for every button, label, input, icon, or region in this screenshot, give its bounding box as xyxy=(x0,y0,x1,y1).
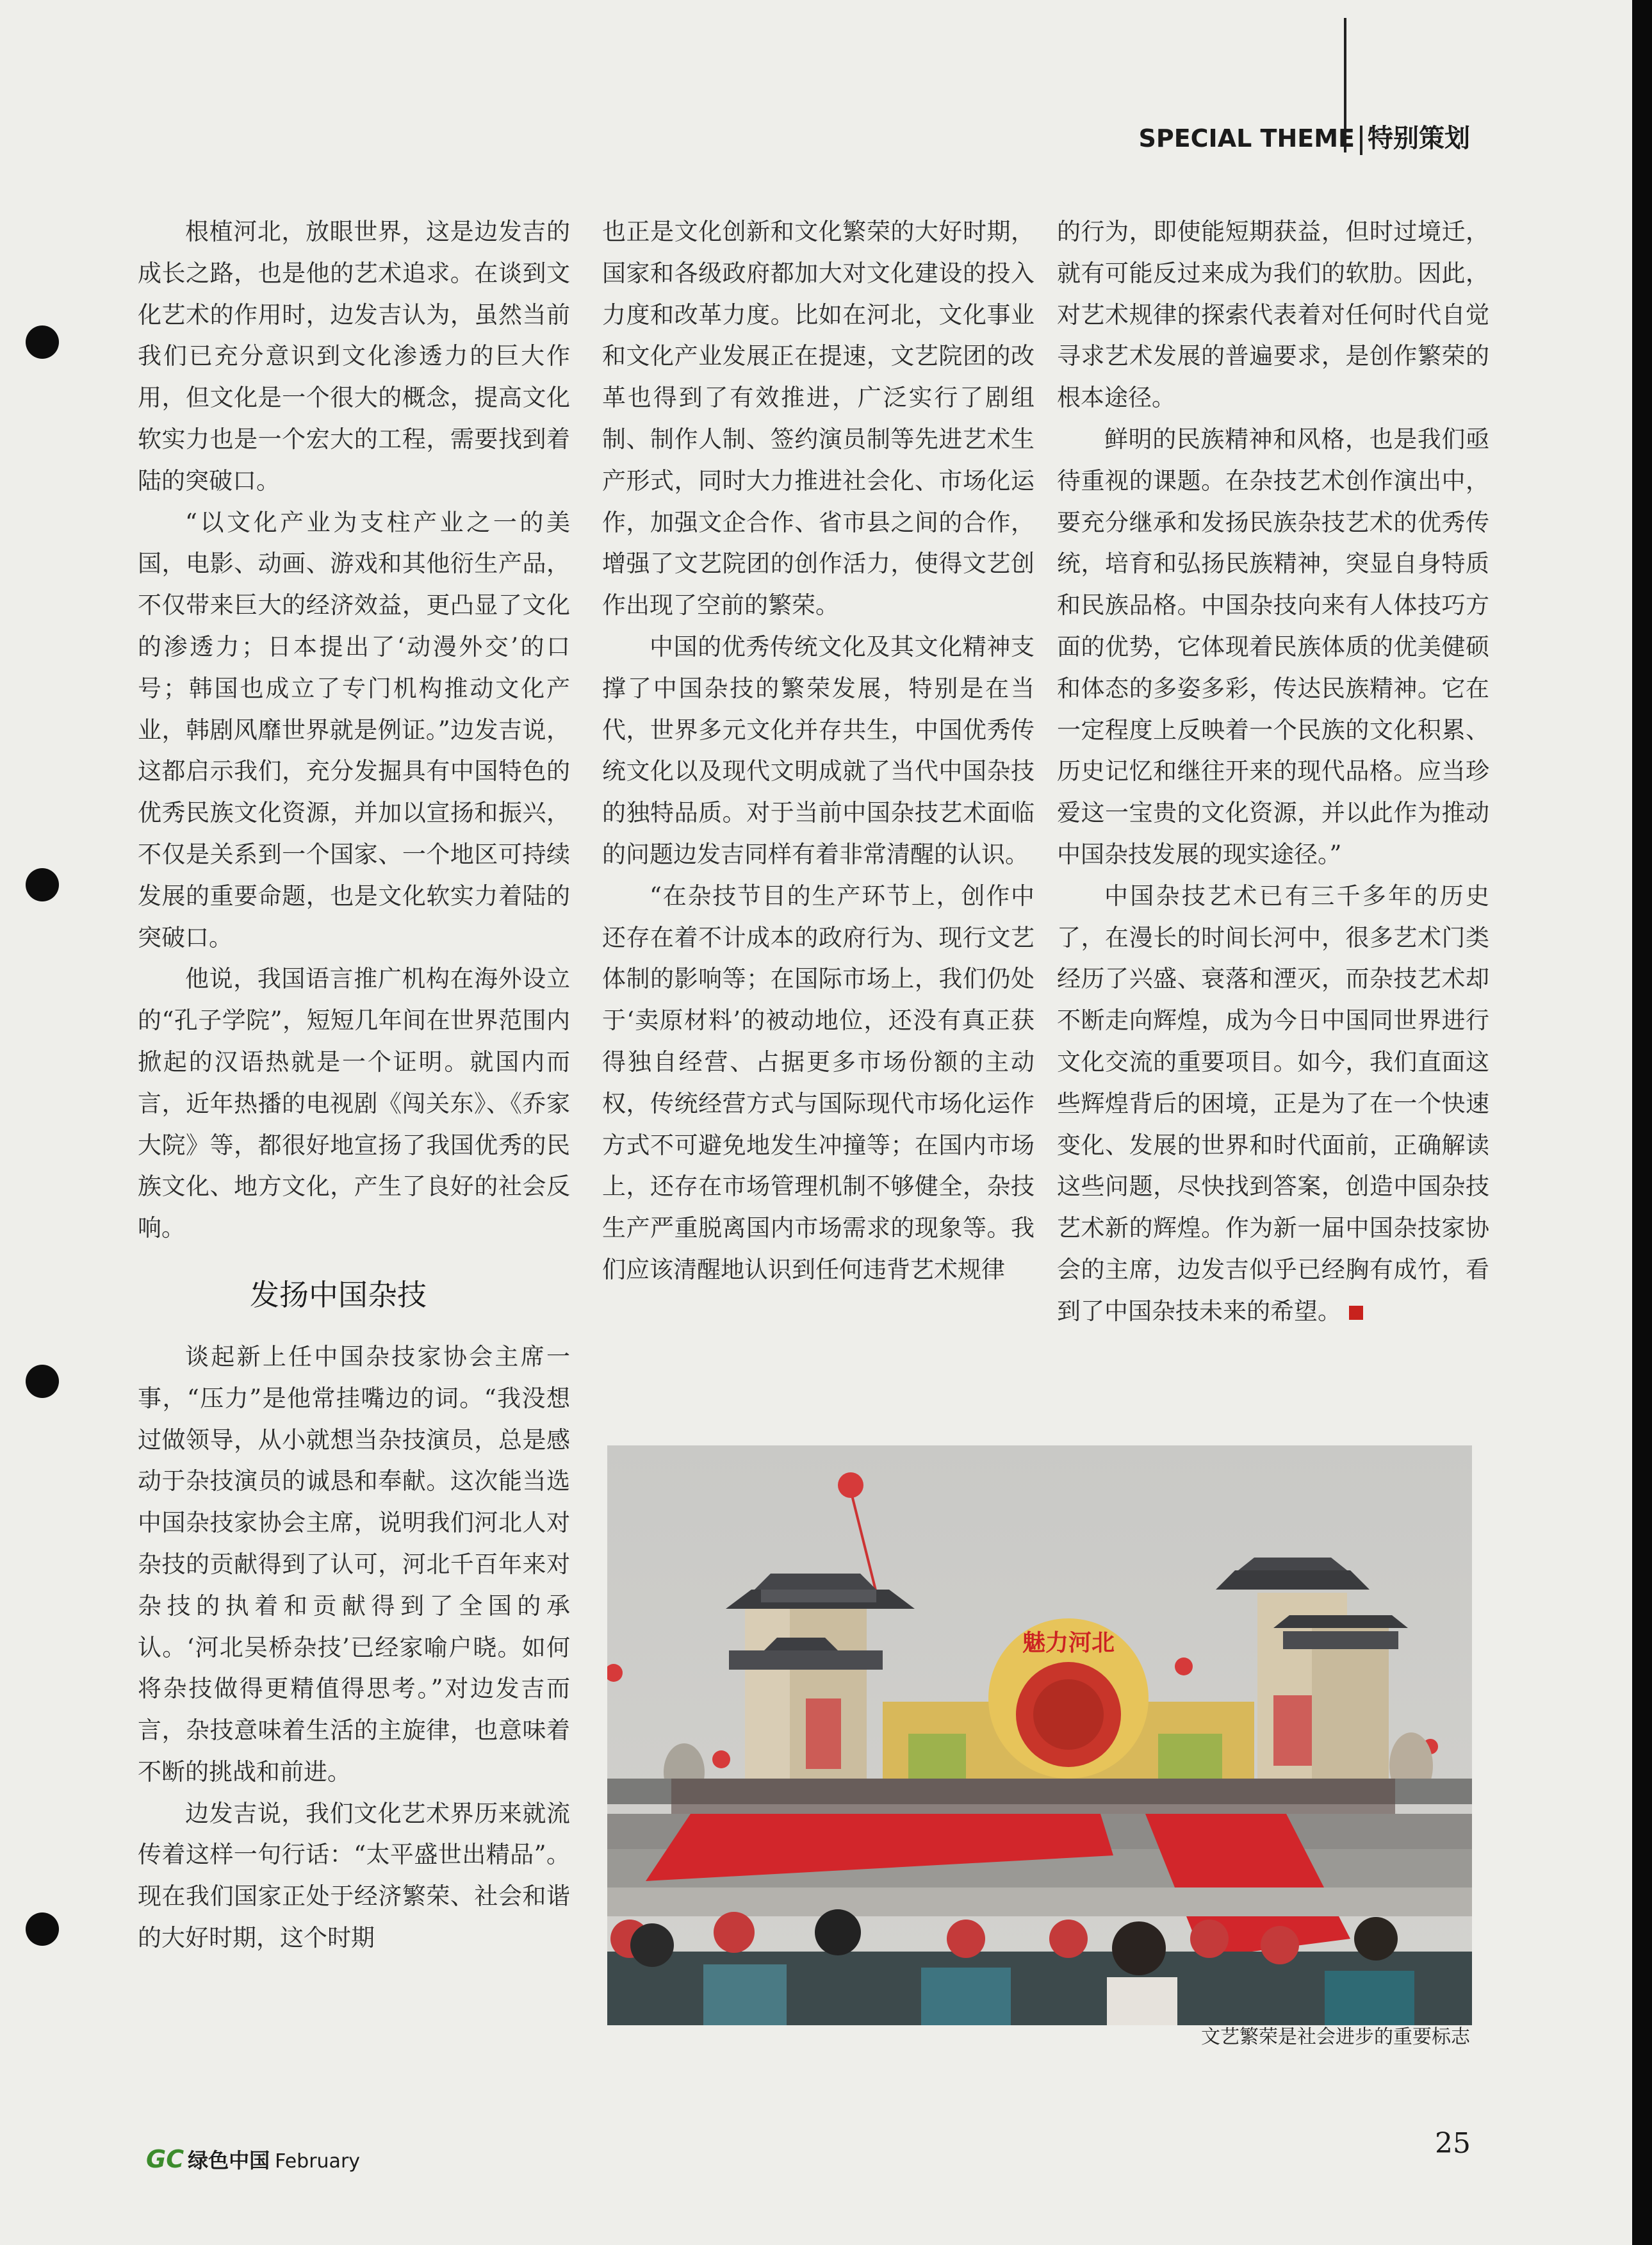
photo-caption: 文艺繁荣是社会进步的重要标志 xyxy=(1201,2026,1470,2048)
magazine-logo xyxy=(146,2143,360,2175)
header-separator xyxy=(1360,126,1362,155)
subheading: 发扬中国杂技 xyxy=(250,1277,427,1312)
issue-month: February xyxy=(275,2150,361,2173)
stage-photo-illustration xyxy=(607,1445,1472,2025)
paragraph: 边发吉说，我们文化艺术界历来就流传着这样一句行话：“太平盛世出精品”。现在我们国家正处于经济繁荣、社会和谐的大好时期，这个时期 xyxy=(138,1799,570,1952)
logo-mark: GC xyxy=(146,2145,184,2173)
paragraph: “以文化产业为支柱产业之一的美国，电影、动画、游戏和其他衍生产品，不仅带来巨大的经济效益，更凸显了文化的渗透力；日本提出了‘动漫外交’的口号；韩国也成立了专门机构推动文化产业，韩剧风靡世界就是例证。”边发吉说，这都启示我们，充分发掘具有中国特色的优秀民族文化资源，并加以宣扬和振兴，不仅是关系到一个国家、一个地区可持续发展的重要命题，也是文化软实力着陆的突破口。 xyxy=(138,508,570,951)
banner-text: 魅力河北 xyxy=(1022,1630,1115,1656)
section-title-cn: 特别策划 xyxy=(1368,124,1470,153)
paragraph: 根植河北，放眼世界，这是边发吉的成长之路，也是他的艺术追求。在谈到文化艺术的作用时，边发吉认为，虽然当前我们已充分意识到文化渗透力的巨大作用，但文化是一个很大的概念，提高文化软实力也是一个宏大的工程，需要找到着陆的突破口。 xyxy=(138,218,570,495)
section-title-en: SPECIAL THEME xyxy=(1138,124,1355,152)
magazine-name: 绿色中国 xyxy=(188,2148,270,2173)
paragraph: 谈起新上任中国杂技家协会主席一事，“压力”是他常挂嘴边的词。“我没想过做领导，从小就想当杂技演员，总是感动于杂技演员的诚恳和奉献。这次能当选中国杂技家协会主席，说明我们河北人对杂技的贡献得到了认可，河北千百年来对杂技的执着和贡献得到了全国的承认。‘河北吴桥杂技’已经家喻户晓。如何将杂技做得更精值得思考。”对边发吉而言，杂技意味着生活的主旋律，也意味着不断的挑战和前进。 xyxy=(138,1342,570,1786)
end-mark-icon xyxy=(1349,1306,1363,1320)
paragraph: 的行为，即使能短期获益，但时过境迁，就有可能反过来成为我们的软肋。因此，对艺术规律的探索代表着对任何时代自觉寻求艺术发展的普遍要求，是创作繁荣的根本途径。 xyxy=(1057,218,1489,412)
binder-hole xyxy=(26,325,59,359)
paragraph: 中国的优秀传统文化及其文化精神支撑了中国杂技的繁荣发展，特别是在当代，世界多元文化并存共生，中国优秀传统文化以及现代文明成就了当代中国杂技的独特品质。对于当前中国杂技艺术面临的问题边发吉同样有着非常清醒的认识。 xyxy=(602,632,1035,868)
text-column-1 xyxy=(138,211,570,1959)
paragraph-text: 中国杂技艺术已有三千多年的历史了，在漫长的时间长河中，很多艺术门类经历了兴盛、衰落和湮灭，而杂技艺术却不断走向辉煌，成为今日中国同世界进行文化交流的重要项目。如今，我们直面这些辉煌背后的困境，正是为了在一个快速变化、发展的世界和时代面前，正确解读这些问题，尽快找到答案，创造中国杂技艺术新的辉煌。作为新一届中国杂技家协会的主席，边发吉似乎已经胸有成竹，看到了中国杂技未来的希望。 xyxy=(1057,882,1489,1325)
text-column-2 xyxy=(602,211,1035,1291)
paragraph: 鲜明的民族精神和风格，也是我们亟待重视的课题。在杂技艺术创作演出中，要充分继承和发扬民族杂技艺术的优秀传统，培育和弘扬民族精神，突显自身特质和民族品格。中国杂技向来有人体技巧方面的优势，它体现着民族体质的优美健硕和体态的多姿多彩，传达民族精神。它在一定程度上反映着一个民族的文化积累、历史记忆和继往开来的现代品格。应当珍爱这一宝贵的文化资源，并以此作为推动中国杂技发展的现实途径。” xyxy=(1057,425,1489,868)
binder-hole xyxy=(26,1365,59,1398)
paragraph: 也正是文化创新和文化繁荣的大好时期，国家和各级政府都加大对文化建设的投入力度和改革力度。比如在河北，文化事业和文化产业发展正在提速，文艺院团的改革也得到了有效推进，广泛实行了剧组制、制作人制、签约演员制等先进艺术生产形式，同时大力推进社会化、市场化运作，加强文企合作、省市县之间的合作，增强了文艺院团的创作活力，使得文艺创作出现了空前的繁荣。 xyxy=(602,218,1035,620)
paragraph: 他说，我国语言推广机构在海外设立的“孔子学院”，短短几年间在世界范围内掀起的汉语热就是一个证明。就国内而言，近年热播的电视剧《闯关东》、《乔家大院》等，都很好地宣扬了我国优秀的民族文化、地方文化，产生了良好的社会反响。 xyxy=(138,965,570,1242)
paragraph: “在杂技节目的生产环节上，创作中还存在着不计成本的政府行为、现行文艺体制的影响等；在国际市场上，我们仍处于‘卖原材料’的被动地位，还没有真正获得独自经营、占据更多市场份额的主动权，传统经营方式与国际现代市场化运作方式不可避免地发生冲撞等；在国内市场上，还存在市场管理机制不够健全，杂技生产严重脱离国内市场需求的现象等。我们应该清醒地认识到任何违背艺术规律 xyxy=(602,882,1035,1283)
text-column-3 xyxy=(1057,211,1489,1333)
page-number: 25 xyxy=(1435,2127,1471,2160)
binder-hole xyxy=(26,1912,59,1946)
paragraph xyxy=(1057,876,1489,1333)
stage-photo xyxy=(607,1445,1472,2025)
binder-hole xyxy=(26,868,59,901)
section-header xyxy=(1111,119,1470,158)
